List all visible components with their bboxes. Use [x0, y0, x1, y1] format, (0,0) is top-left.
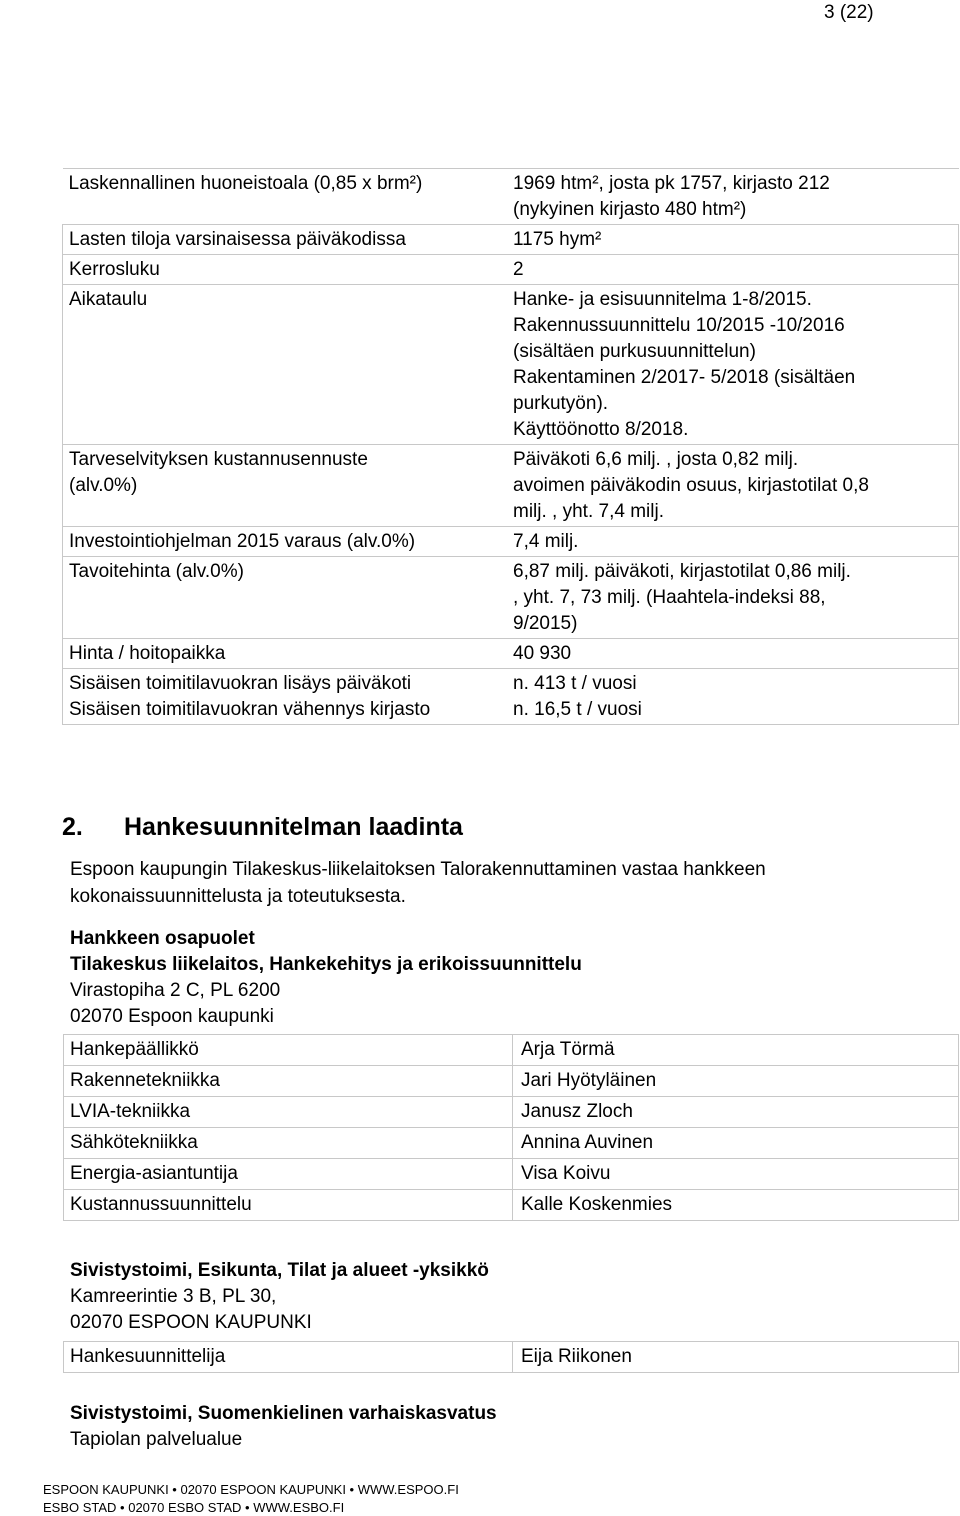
name-cell: Arja Törmä: [513, 1035, 959, 1066]
footer-line: ESBO STAD • 02070 ESBO STAD • WWW.ESBO.FI: [43, 1500, 345, 1515]
table-row: [63, 669, 959, 725]
organization-name: Tilakeskus liikelaitos, Hankekehitys ja erikoissuunnittelu: [70, 954, 582, 975]
table-row: [63, 445, 959, 527]
fact-label: Investointiohjelman 2015 varaus (alv.0%): [63, 527, 506, 557]
name-cell: Jari Hyötyläinen: [513, 1066, 959, 1097]
table-row: [63, 225, 959, 255]
table-row: [63, 639, 959, 669]
role-cell: Kustannussuunnittelu: [64, 1190, 513, 1221]
party-2-header: [70, 1258, 489, 1336]
role-cell: LVIA-tekniikka: [64, 1097, 513, 1128]
name-cell: Kalle Koskenmies: [513, 1190, 959, 1221]
fact-value: 6,87 milj. päiväkoti, kirjastotilat 0,86 milj. , yht. 7, 73 milj. (Haahtela-indeksi 88, 9/2015): [505, 557, 959, 639]
table-row: [63, 557, 959, 639]
fact-label: Lasten tiloja varsinaisessa päiväkodissa: [63, 225, 506, 255]
role-cell: Hankesuunnittelija: [64, 1342, 513, 1373]
footer-line: ESPOON KAUPUNKI • 02070 ESPOON KAUPUNKI • WWW.ESPOO.FI: [43, 1482, 459, 1497]
party-2-contacts-table: [63, 1341, 959, 1373]
address-line: Virastopiha 2 C, PL 6200: [70, 980, 281, 1001]
role-cell: Sähkötekniikka: [64, 1128, 513, 1159]
table-row: [64, 1159, 959, 1190]
section-title: Hankesuunnitelman laadinta: [124, 813, 463, 841]
table-row: [63, 255, 959, 285]
role-cell: Energia-asiantuntija: [64, 1159, 513, 1190]
name-cell: Janusz Zloch: [513, 1097, 959, 1128]
table-row: [63, 527, 959, 557]
fact-label: Sisäisen toimitilavuokran lisäys päiväkoti Sisäisen toimitilavuokran vähennys kirjasto: [63, 669, 506, 725]
fact-label: Laskennallinen huoneistoala (0,85 x brm²): [63, 169, 506, 225]
table-row: [64, 1342, 959, 1373]
fact-value: 1969 htm², josta pk 1757, kirjasto 212 (nykyinen kirjasto 480 htm²): [505, 169, 959, 225]
party-1-contacts-table: [63, 1034, 959, 1221]
fact-value: 7,4 milj.: [505, 527, 959, 557]
fact-value: Hanke- ja esisuunnitelma 1-8/2015. Rakennussuunnittelu 10/2015 -10/2016 (sisältäen purkusuunnittelun) Rakentaminen 2/2017- 5/2018 (sisältäen purkutyön). Käyttöönotto 8/2018.: [505, 285, 959, 445]
organization-name: Sivistystoimi, Suomenkielinen varhaiskasvatus: [70, 1403, 497, 1424]
name-cell: Annina Auvinen: [513, 1128, 959, 1159]
project-facts-table: [62, 168, 959, 725]
name-cell: Eija Riikonen: [513, 1342, 959, 1373]
role-cell: Hankepäällikkö: [64, 1035, 513, 1066]
table-row: [64, 1097, 959, 1128]
fact-value: 2: [505, 255, 959, 285]
party-1-header: [70, 926, 582, 1030]
address-line: Tapiolan palvelualue: [70, 1429, 243, 1450]
section-intro: Espoon kaupungin Tilakeskus-liikelaitoksen Talorakennuttaminen vastaa hankkeen kokonaissuunnittelusta ja toteutuksesta.: [70, 859, 766, 907]
fact-value: Päiväkoti 6,6 milj. , josta 0,82 milj. avoimen päiväkodin osuus, kirjastotilat 0,8 milj. , yht. 7,4 milj.: [505, 445, 959, 527]
parties-heading: Hankkeen osapuolet: [70, 928, 255, 949]
party-3-header: [70, 1401, 497, 1453]
section-number: 2.: [62, 813, 83, 841]
table-row: [64, 1128, 959, 1159]
table-row: [64, 1035, 959, 1066]
page-number: 3 (22): [824, 2, 874, 23]
name-cell: Visa Koivu: [513, 1159, 959, 1190]
role-cell: Rakennetekniikka: [64, 1066, 513, 1097]
fact-value: n. 413 t / vuosi n. 16,5 t / vuosi: [505, 669, 959, 725]
fact-label: Tavoitehinta (alv.0%): [63, 557, 506, 639]
address-line: 02070 Espoon kaupunki: [70, 1006, 274, 1027]
table-row: [64, 1190, 959, 1221]
fact-value: 40 930: [505, 639, 959, 669]
section-heading: [62, 812, 463, 842]
fact-value: 1175 hym²: [505, 225, 959, 255]
fact-label: Hinta / hoitopaikka: [63, 639, 506, 669]
fact-label: Kerrosluku: [63, 255, 506, 285]
table-row: [64, 1066, 959, 1097]
fact-label: Aikataulu: [63, 285, 506, 445]
fact-label: Tarveselvityksen kustannusennuste (alv.0%): [63, 445, 506, 527]
table-row: [63, 285, 959, 445]
organization-name: Sivistystoimi, Esikunta, Tilat ja alueet -yksikkö: [70, 1260, 489, 1281]
table-row: [63, 169, 959, 225]
address-line: 02070 ESPOON KAUPUNKI: [70, 1312, 312, 1333]
address-line: Kamreerintie 3 B, PL 30,: [70, 1286, 277, 1307]
